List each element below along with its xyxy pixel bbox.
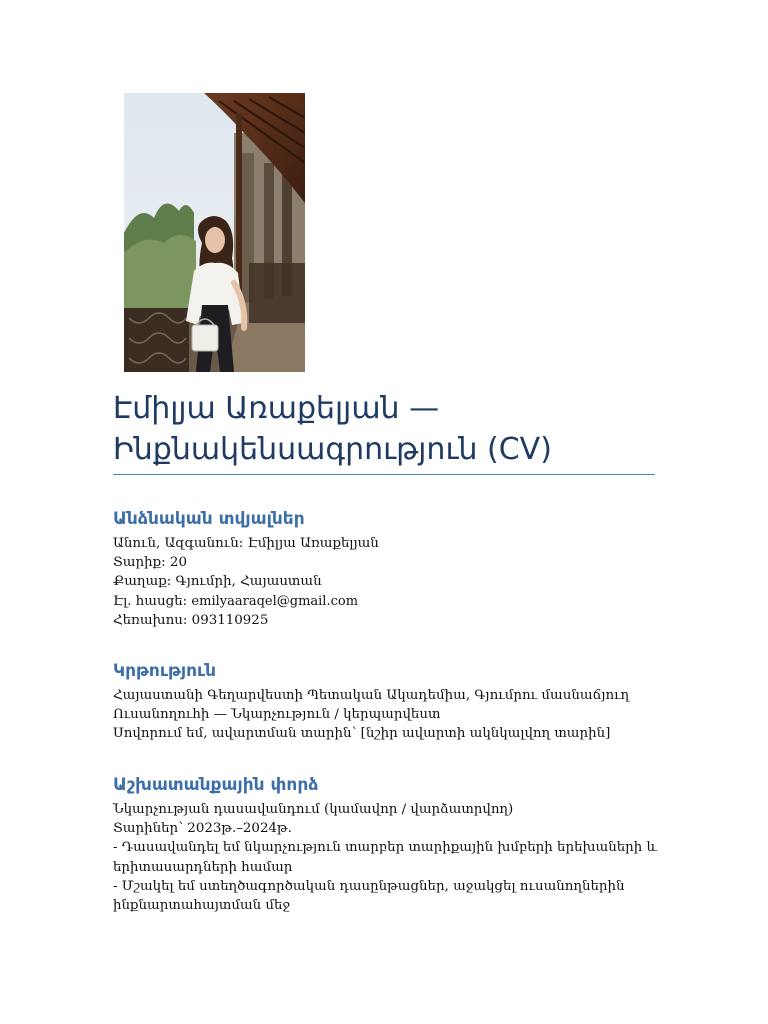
education-status: Սովորում եմ, ավարտման տարին՝ [նշիր ավարտի ակնկալվող տարին] [113,726,611,742]
work-section [113,774,658,915]
email-value[interactable]: emilyaaraqel@gmail.com [191,593,359,609]
education-institution: Հայաստանի Գեղարվեստի Պետական Ակադեմիա, Գյումրու մասնաճյուղ [113,688,630,703]
name-label: Անուն, Ազգանուն: [113,536,244,551]
work-duty-2: - Մշակել եմ ստեղծագործական դասընթացներ, աջակցել ուսանողներին ինքնարտահայտման մեջ [113,878,625,914]
city-label: Քաղաք: [113,574,172,590]
title-line-2: Ինքնակենսագրություն (CV) [113,432,552,467]
age-row [113,553,658,572]
phone-row [113,611,658,630]
email-label: Էլ. հասցե: [113,593,188,609]
page-title [113,388,658,470]
city-value: Գյումրի, Հայաստան [175,574,322,590]
profile-photo [124,93,305,372]
work-years: Տարիներ՝ 2023թ.–2024թ. [113,821,292,837]
city-row [113,572,658,591]
age-value: 20 [169,555,187,571]
name-row [113,534,658,553]
phone-value[interactable]: 093110925 [191,612,269,628]
work-duty-1: - Դասավանդել եմ նկարչություն տարբեր տարիքային խմբերի երեխաների և երիտասարդների համար [113,840,658,875]
personal-section [113,508,658,630]
title-divider [113,474,655,475]
work-heading: Աշխատանքային փորձ [113,775,319,795]
age-label: Տարիք: [113,555,166,571]
work-role: Նկարչության դասավանդում (կամավոր / վարձատրվող) [113,802,514,817]
phone-label: Հեռախոս: [113,612,188,628]
personal-heading: Անձնական տվյալներ [113,509,305,529]
education-heading: Կրթություն [113,661,217,681]
education-section [113,660,658,744]
name-value: Էմիլյա Առաքելյան [247,536,379,551]
email-row [113,592,658,611]
education-program: Ուսանողուհի — Նկարչություն / կերպարվեստ [113,707,441,723]
title-line-1: Էմիլյա Առաքելյան — [113,391,440,426]
